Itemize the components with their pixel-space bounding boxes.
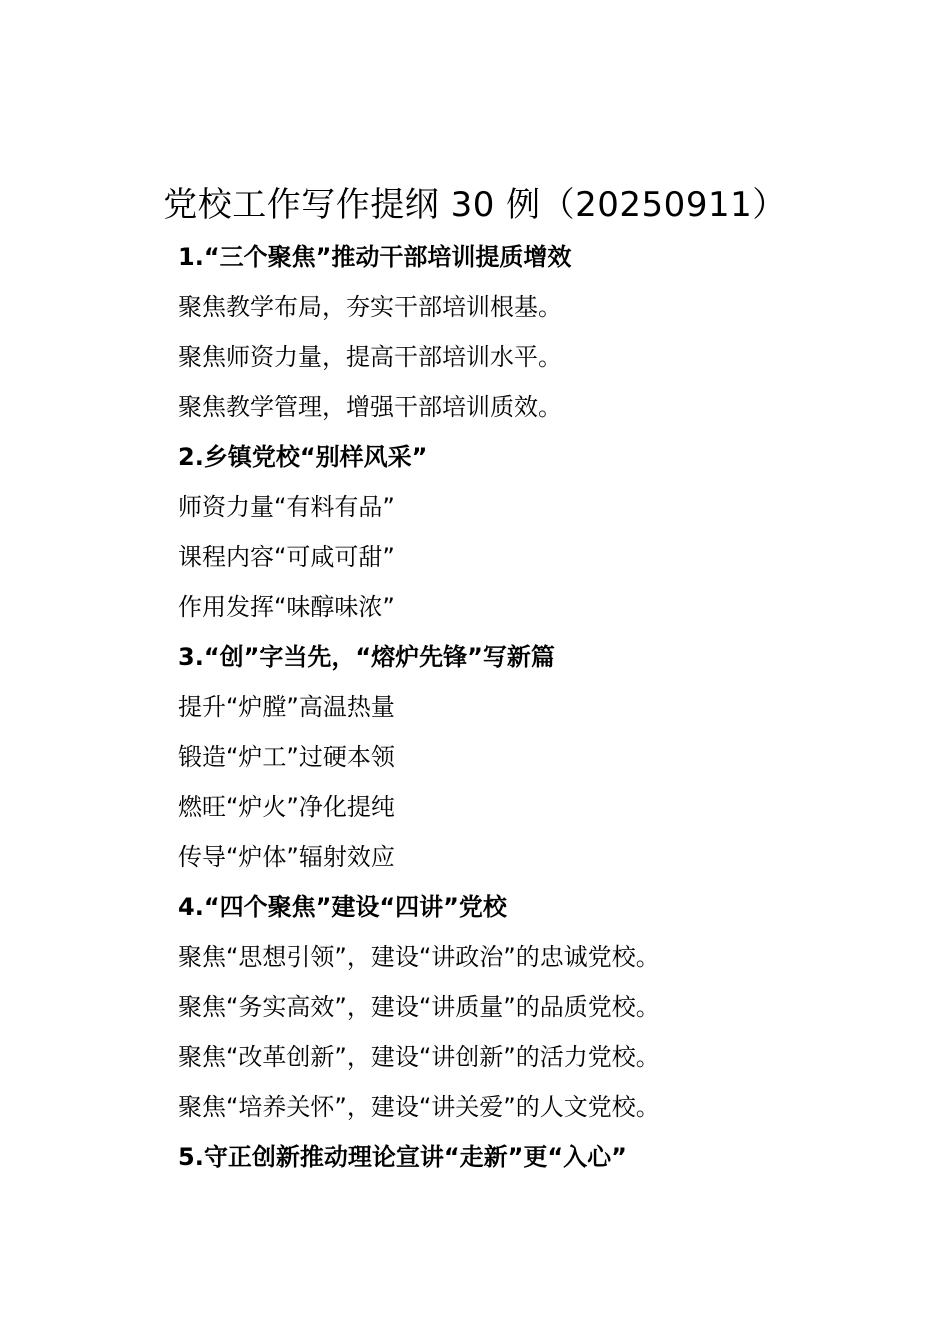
section-heading: 5.守正创新推动理论宣讲“走新”更“入心” <box>178 1143 627 1171</box>
list-item: 聚焦教学布局，夯实干部培训根基。 <box>178 293 562 321</box>
list-item: 聚焦教学管理，增强干部培训质效。 <box>178 393 562 421</box>
section-2 <box>178 432 898 632</box>
list-item: 聚焦“思想引领”，建设“讲政治”的忠诚党校。 <box>178 943 660 971</box>
section-heading: 4.“四个聚焦”建设“四讲”党校 <box>178 893 507 921</box>
section-1 <box>178 232 898 432</box>
section-5 <box>178 1132 898 1182</box>
list-item: 课程内容“可咸可甜” <box>178 543 395 571</box>
list-item: 聚焦“务实高效”，建设“讲质量”的品质党校。 <box>178 993 660 1021</box>
list-item: 锻造“炉工”过硬本领 <box>178 743 395 771</box>
section-4 <box>178 882 898 1132</box>
list-item: 燃旺“炉火”净化提纯 <box>178 793 395 821</box>
section-heading: 1.“三个聚焦”推动干部培训提质增效 <box>178 243 572 271</box>
list-item: 聚焦“改革创新”，建设“讲创新”的活力党校。 <box>178 1043 660 1071</box>
list-item: 传导“炉体”辐射效应 <box>178 843 395 871</box>
document-title: 党校工作写作提纲 30 例（20250911） <box>163 185 787 225</box>
document-body <box>178 232 898 1182</box>
section-heading: 3.“创”字当先，“熔炉先锋”写新篇 <box>178 643 555 671</box>
list-item: 提升“炉膛”高温热量 <box>178 693 395 721</box>
section-heading: 2.乡镇党校“别样风采” <box>178 443 428 471</box>
list-item: 聚焦师资力量，提高干部培训水平。 <box>178 343 562 371</box>
list-item: 作用发挥“味醇味浓” <box>178 593 395 621</box>
list-item: 聚焦“培养关怀”，建设“讲关爱”的人文党校。 <box>178 1093 660 1121</box>
list-item: 师资力量“有料有品” <box>178 493 395 521</box>
section-3 <box>178 632 898 882</box>
